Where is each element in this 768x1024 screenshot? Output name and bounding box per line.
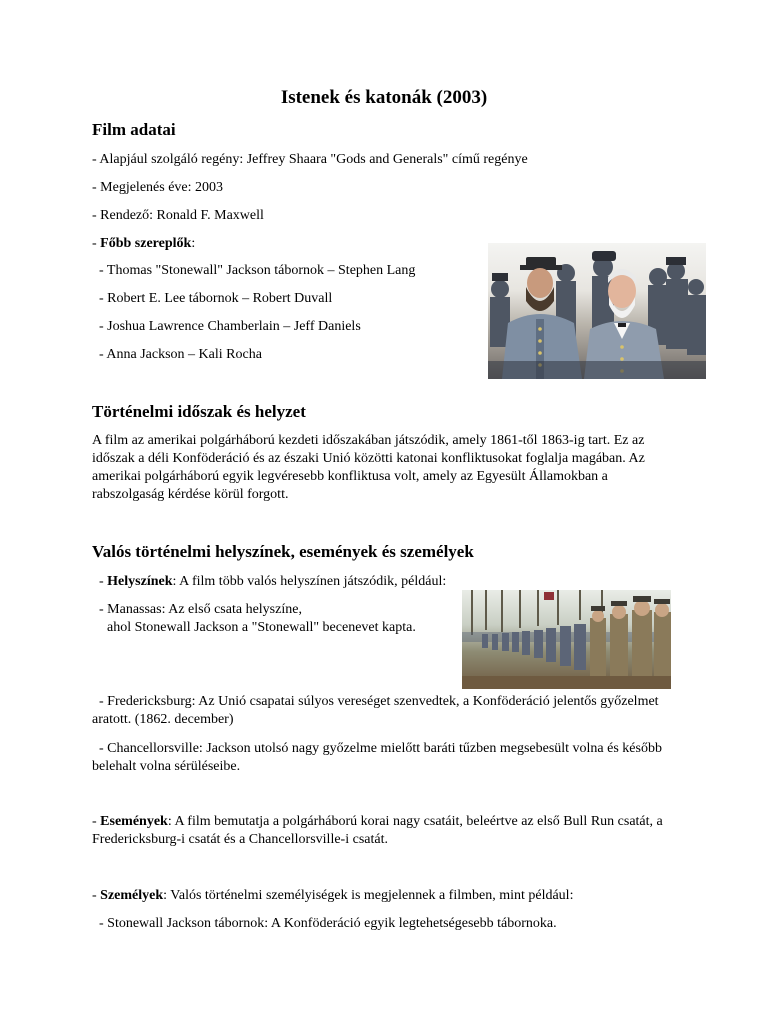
cast-item: - Joshua Lawrence Chamberlain – Jeff Daniels: [99, 319, 361, 334]
battle-line-photo-illustration: [462, 590, 671, 689]
section-heading-film: Film adatai: [92, 120, 176, 139]
battle-line-photo: [462, 590, 671, 689]
generals-photo: [488, 243, 706, 379]
events-paragraph: - Események: A film bemutatja a polgárháború korai nagy csatáit, beleértve az első Bull Run csatát, a Fredericksburg-i csatát és a Chancellorsville-i csatát.: [92, 814, 663, 847]
film-year: - Megjelenés éve: 2003: [92, 180, 224, 195]
location-fredericksburg: - Fredericksburg: Az Unió csapatai súlyos vereséget szenvedtek, a Konföderáció jelentős győzelmet aratott. (1862. december): [92, 694, 659, 727]
generals-photo-illustration: [488, 243, 706, 379]
section-heading-real: Valós történelmi helyszínek, események és személyek: [92, 542, 474, 561]
cast-item: - Thomas "Stonewall" Jackson tábornok – Stephen Lang: [99, 263, 416, 278]
location-manassas-detail: ahol Stonewall Jackson a "Stonewall" becenevet kapta.: [107, 620, 416, 635]
persons-paragraph: - Személyek: Valós történelmi személyiségek is megjelennek a filmben, mint például:: [92, 888, 574, 903]
cast-item: - Anna Jackson – Kali Rocha: [99, 347, 262, 362]
cast-item: - Robert E. Lee tábornok – Robert Duvall: [99, 291, 333, 306]
location-manassas: - Manassas: Az első csata helyszíne,: [99, 602, 302, 617]
film-cast-label: - Főbb szereplők:: [92, 236, 196, 251]
document-title: Istenek és katonák (2003): [280, 87, 488, 108]
period-text: A film az amerikai polgárháború kezdeti időszakában játszódik, amely 1861-től 1863-ig tart. Ez az időszak a déli Konföderáció és az északi Unió közötti katonai konfliktusokat foglalja magában. Az amerikai polgárháború egyik legvéresebb konfliktusa volt, amely az Egyesült Államokban a rabszolgaság kérdése körül forgott.: [92, 433, 645, 502]
section-heading-period: Történelmi időszak és helyzet: [92, 402, 306, 421]
person-jackson: - Stonewall Jackson tábornok: A Konföderáció egyik legtehetségesebb tábornoka.: [99, 916, 557, 931]
film-director: - Rendező: Ronald F. Maxwell: [92, 208, 264, 223]
location-chancellorsville: - Chancellorsville: Jackson utolsó nagy győzelme mielőtt baráti tűzben megsebesült volna és később belehalt volna sérüléseibe.: [92, 741, 662, 774]
locations-label: - Helyszínek: A film több valós helyszínen játszódik, például:: [99, 574, 447, 589]
film-novel: - Alapjául szolgáló regény: Jeffrey Shaara "Gods and Generals" című regénye: [92, 152, 528, 167]
